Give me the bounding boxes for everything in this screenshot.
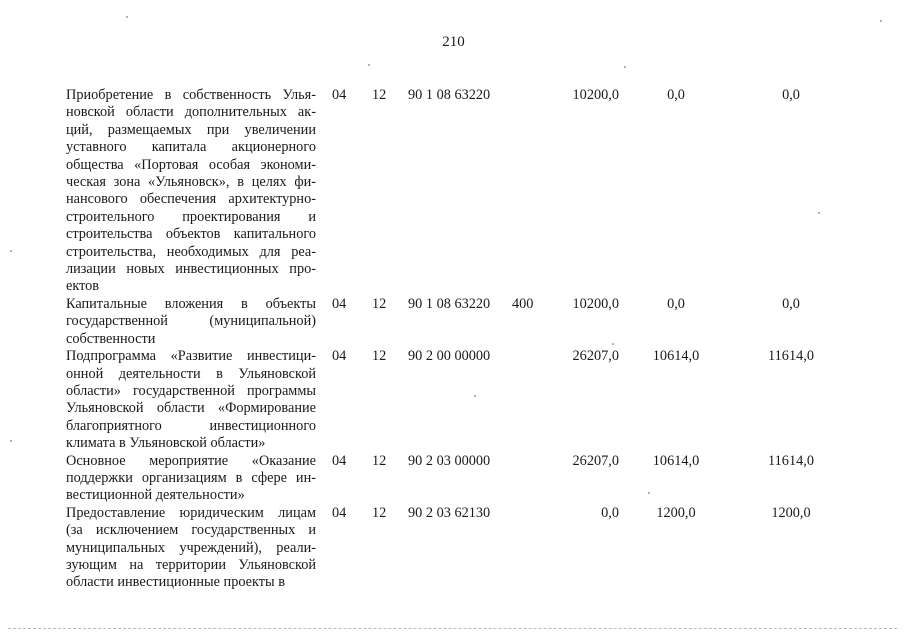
description-line: строительства, необходимых для реа- xyxy=(66,243,316,260)
scan-speck xyxy=(126,16,128,18)
bottom-scan-edge xyxy=(8,628,897,629)
table-row xyxy=(66,453,866,505)
scan-speck xyxy=(10,250,12,252)
amount-year-1: 10200,0 xyxy=(572,87,619,103)
amount-year-3: 11614,0 xyxy=(768,348,814,365)
scan-speck xyxy=(818,212,820,214)
table-row xyxy=(66,505,866,592)
row-description xyxy=(66,296,316,348)
scan-speck xyxy=(648,492,650,494)
subsection-code: 12 xyxy=(372,504,387,521)
description-line: поддержки организациям в сфере ин- xyxy=(66,469,316,486)
row-description xyxy=(66,87,316,296)
amount-year-1: 26207,0 xyxy=(572,452,619,469)
amount-year-3: 1200,0 xyxy=(771,504,811,521)
target-article-code: 90 1 08 63220 xyxy=(408,87,491,103)
scan-speck xyxy=(474,395,476,397)
amount-year-1: 0,0 xyxy=(601,504,619,521)
amount-year-2: 0,0 xyxy=(667,295,685,312)
description-line: Приобретение в собственность Улья- xyxy=(66,87,316,103)
description-line: строительства объектов капитального xyxy=(66,226,316,243)
description-line: Предоставление юридическим лицам xyxy=(66,504,316,521)
page-number: 210 xyxy=(442,34,465,50)
scan-speck xyxy=(624,66,626,68)
table-row xyxy=(66,87,866,296)
amount-year-3: 0,0 xyxy=(782,87,800,103)
amount-year-3: 11614,0 xyxy=(768,452,814,469)
amount-year-2: 0,0 xyxy=(667,87,685,103)
target-article-code: 90 2 03 62130 xyxy=(408,504,491,521)
amount-year-1: 26207,0 xyxy=(572,348,619,365)
section-code: 04 xyxy=(332,504,347,521)
description-line: новской области дополнительных ак- xyxy=(66,104,316,121)
description-line: государственной (муниципальной) xyxy=(66,313,316,330)
description-line: Капитальные вложения в объекты xyxy=(66,295,316,312)
row-description xyxy=(66,348,316,452)
subsection-code: 12 xyxy=(372,452,387,469)
amount-year-2: 10614,0 xyxy=(652,348,700,365)
description-line: области» государственной программы xyxy=(66,382,316,399)
subsection-code: 12 xyxy=(372,87,387,103)
description-line: Ульяновской области «Формирование xyxy=(66,400,316,417)
description-line: ций, размещаемых при увеличении xyxy=(66,121,316,138)
scan-speck xyxy=(368,64,370,66)
scan-speck xyxy=(880,20,882,22)
description-line: собственности xyxy=(66,330,156,347)
section-code: 04 xyxy=(332,348,347,365)
description-line: климата в Ульяновской области» xyxy=(66,435,266,452)
description-line: лизации новых инвестиционных про- xyxy=(66,261,316,278)
subsection-code: 12 xyxy=(372,295,387,312)
scan-speck xyxy=(612,343,614,345)
description-line: уставного капитала акционерного xyxy=(66,139,316,156)
description-line: муниципальных учреждений), реали- xyxy=(66,539,316,556)
description-line: общества «Портовая особая экономи- xyxy=(66,156,316,173)
expense-type-code: 400 xyxy=(512,295,534,312)
amount-year-2: 10614,0 xyxy=(652,452,700,469)
scan-speck xyxy=(10,440,12,442)
description-line: онной деятельности в Ульяновской xyxy=(66,365,316,382)
description-line: нансового обеспечения архитектурно- xyxy=(66,191,316,208)
description-line: Подпрограмма «Развитие инвестици- xyxy=(66,348,316,365)
section-code: 04 xyxy=(332,295,347,312)
amount-year-3: 0,0 xyxy=(782,295,800,312)
section-code: 04 xyxy=(332,452,347,469)
description-line: строительного проектирования и xyxy=(66,208,316,225)
target-article-code: 90 2 03 00000 xyxy=(408,452,491,469)
description-line: зующим на территории Ульяновской xyxy=(66,556,316,573)
table-row xyxy=(66,348,866,452)
amount-year-1: 10200,0 xyxy=(572,295,619,312)
row-description xyxy=(66,453,316,505)
description-line: Основное мероприятие «Оказание xyxy=(66,452,316,469)
description-line: области инвестиционные проекты в xyxy=(66,574,285,591)
description-line: (за исключением государственных и xyxy=(66,522,316,539)
target-article-code: 90 2 00 00000 xyxy=(408,348,491,365)
description-line: вестиционной деятельности» xyxy=(66,487,245,504)
description-line: ческая зона «Ульяновск», в целях фи- xyxy=(66,174,316,191)
description-line: ектов xyxy=(66,278,100,295)
description-line: благоприятного инвестиционного xyxy=(66,417,316,434)
subsection-code: 12 xyxy=(372,348,387,365)
table-row xyxy=(66,296,866,348)
amount-year-2: 1200,0 xyxy=(656,504,696,521)
budget-table xyxy=(66,87,866,592)
target-article-code: 90 1 08 63220 xyxy=(408,295,491,312)
section-code: 04 xyxy=(332,87,347,103)
row-description xyxy=(66,505,316,592)
